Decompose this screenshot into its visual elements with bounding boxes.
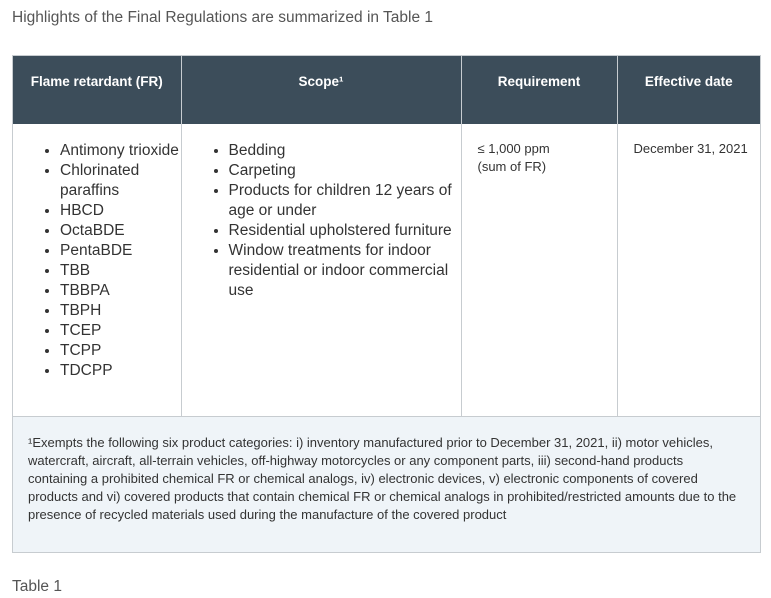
list-item: • TBBPA	[60, 281, 181, 301]
scope-cell	[181, 124, 461, 416]
list-item: • Carpeting	[229, 161, 461, 181]
header-effective-date: Effective date	[617, 56, 760, 124]
table-row	[13, 124, 760, 416]
list-item: • TBB	[60, 261, 181, 281]
list-item: • Chlorinated paraffins	[60, 161, 181, 201]
list-item: • TBPH	[60, 301, 181, 321]
header-flame-retardant: Flame retardant (FR)	[13, 56, 181, 124]
regulations-table	[12, 55, 761, 553]
header-scope: Scope¹	[181, 56, 461, 124]
list-item: • Residential upholstered furniture	[229, 221, 461, 241]
effective-date: December 31, 2021	[633, 141, 748, 156]
footnote: ¹Exempts the following six product categories: i) inventory manufactured prior to December 31, 2021, ii) motor vehicles, watercraft, aircraft, all-terrain vehicles, off-highway motorcycles or any component parts, iii) second-hand products containing a prohibited chemical FR or chemical analogs, iv) electronic devices, v) electronic components of covered products and vi) covered products that contain chemical FR or chemical analogs in prohibited/restricted amounts due to the presence of recycled materials used during the manufacture of the covered product	[13, 416, 760, 552]
list-item: • Products for children 12 years of age or under	[229, 181, 461, 221]
list-item: • TDCPP	[60, 361, 181, 381]
requirement-basis: (sum of FR)	[477, 159, 547, 174]
list-item: • Window treatments for indoor residential or indoor commercial use	[229, 241, 461, 301]
flame-retardant-list	[13, 141, 181, 381]
flame-retardant-cell	[13, 124, 181, 416]
list-item: • TCEP	[60, 321, 181, 341]
footnote-row	[13, 416, 760, 552]
list-item: • Bedding	[229, 141, 461, 161]
list-item: • TCPP	[60, 341, 181, 361]
list-item: • PentaBDE	[60, 241, 181, 261]
list-item: • OctaBDE	[60, 221, 181, 241]
header-requirement: Requirement	[461, 56, 617, 124]
scope-list	[182, 141, 461, 301]
effective-date-cell	[617, 124, 760, 416]
list-item: • Antimony trioxide	[60, 141, 181, 161]
table-header-row	[13, 56, 760, 124]
page-heading: Highlights of the Final Regulations are summarized in Table 1	[12, 9, 434, 26]
requirement-cell	[461, 124, 617, 416]
table-caption: Table 1	[12, 578, 62, 595]
requirement-limit: ≤ 1,000 ppm	[477, 141, 550, 156]
list-item: • HBCD	[60, 201, 181, 221]
